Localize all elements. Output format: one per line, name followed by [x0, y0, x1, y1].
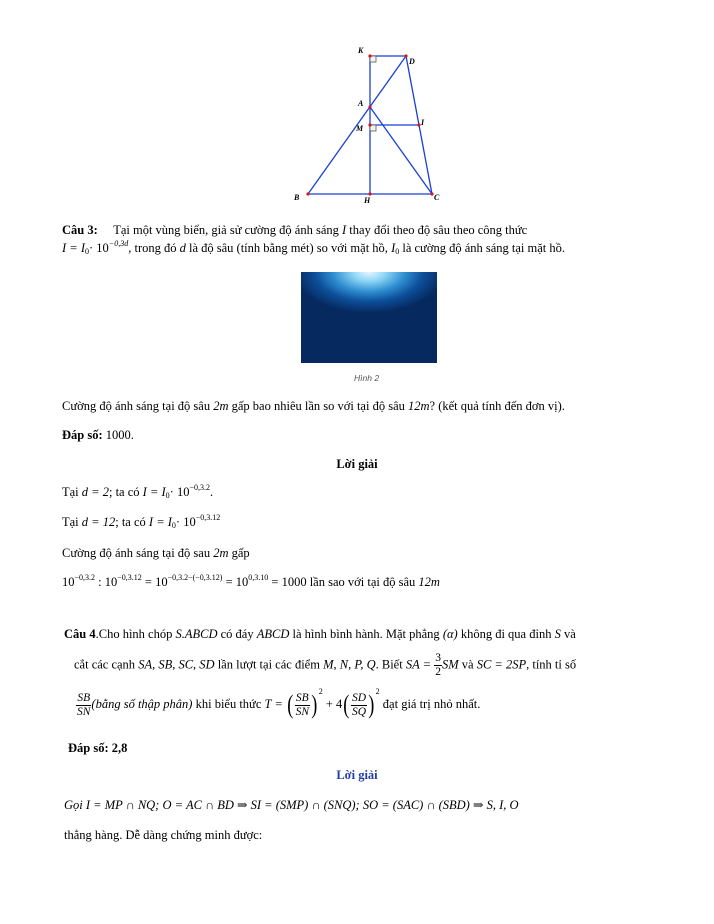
label-d: D [409, 57, 415, 66]
fraction-sb-sn: $\frac{SB}{SN}$ [77, 691, 91, 718]
q3-calc-line: $10^{-0,3.2}$ : $10^{-0,3.12} = 10^{-0,3.2-(-0,3.12)} = 10^{0,3.10} = 1000$ lần sao với tại độ sâu 12m [62, 573, 440, 589]
q3-question: Cường độ ánh sáng tại độ sâu 2m gấp bao nhiêu lần so với tại độ sâu 12m? (kết quả tính đến đơn vị). [62, 399, 565, 413]
q3-sol-line3: Cường độ ánh sáng tại độ sau 2m gấp [62, 546, 250, 560]
q3-line1: Câu 3: Tại một vùng biển, giả sử cường độ ánh sáng I thay đổi theo độ sâu theo công thức [62, 223, 528, 237]
q3-line2: $I = I_0\cdot 10^{-0,3d}$, trong đó d là độ sâu (tính bằng mét) so với mặt hồ, $I_0$ là cường độ ánh sáng tại mặt hồ. [62, 239, 566, 256]
q4-line3: $\frac{SB}{SN}$ (bằng số thập phân) khi biểu thức T = ( $\frac{SB}{SN}$ )$^2$ + 4( $\frac{SD}{SQ}$ )$^2$ đạt giá trị nhỏ nhất. [77, 687, 481, 720]
q4-answer: Đáp số: 2,8 [68, 741, 128, 755]
image-caption: Hình 2 [354, 373, 380, 383]
q3-sol-line2: Tại d = 12; ta có $I = I_0\cdot 10^{-0,3.12}$ [62, 513, 221, 530]
fraction-sb-sn-2: $\frac{SB}{SN}$ [295, 691, 310, 718]
fraction-3-2: $\frac{3}{2}$ [435, 652, 441, 678]
q4-sol-line2: thẳng hàng. Dễ dàng chứng minh được: [64, 828, 263, 842]
label-h: H [364, 196, 371, 205]
underwater-image [301, 272, 437, 363]
q3-sol-line1: Tại d = 2; ta có $I = I_0\cdot 10^{-0,3.2}$. [62, 483, 214, 500]
label-a: A [358, 99, 364, 108]
q3-solution-title: Lời giải [336, 457, 378, 471]
q4-heading: Câu 4 [64, 627, 96, 641]
trapezoid-figure [290, 40, 450, 210]
label-b: B [294, 193, 300, 202]
fraction-sd-sq: $\frac{SD}{SQ}$ [351, 691, 366, 718]
label-m: M [356, 124, 364, 133]
q3-heading: Câu 3: [62, 223, 98, 237]
q4-line2: cắt các cạnh SA, SB, SC, SD lần lượt tại các điểm M, N, P, Q. Biết SA = $\frac{3}{2}$ SM và SC = 2SP, tính tỉ số [74, 652, 577, 678]
q4-line1: Câu 4.Cho hình chóp S.ABCD có đáy ABCD là hình bình hành. Mặt phẳng (α) không đi qua đỉnh S và [64, 627, 576, 641]
q3-answer: Đáp số: 1000. [62, 428, 134, 442]
label-c: C [434, 193, 440, 202]
label-i: I [421, 118, 425, 127]
q4-sol-line1: Gọi I = MP ∩ NQ; O = AC ∩ BD ⇒ SI = (SMP) ∩ (SNQ); SO = (SAC) ∩ (SBD) ⇒ S, I, O [64, 798, 519, 812]
q4-solution-title: Lời giải [336, 768, 378, 782]
label-k: K [358, 46, 364, 55]
